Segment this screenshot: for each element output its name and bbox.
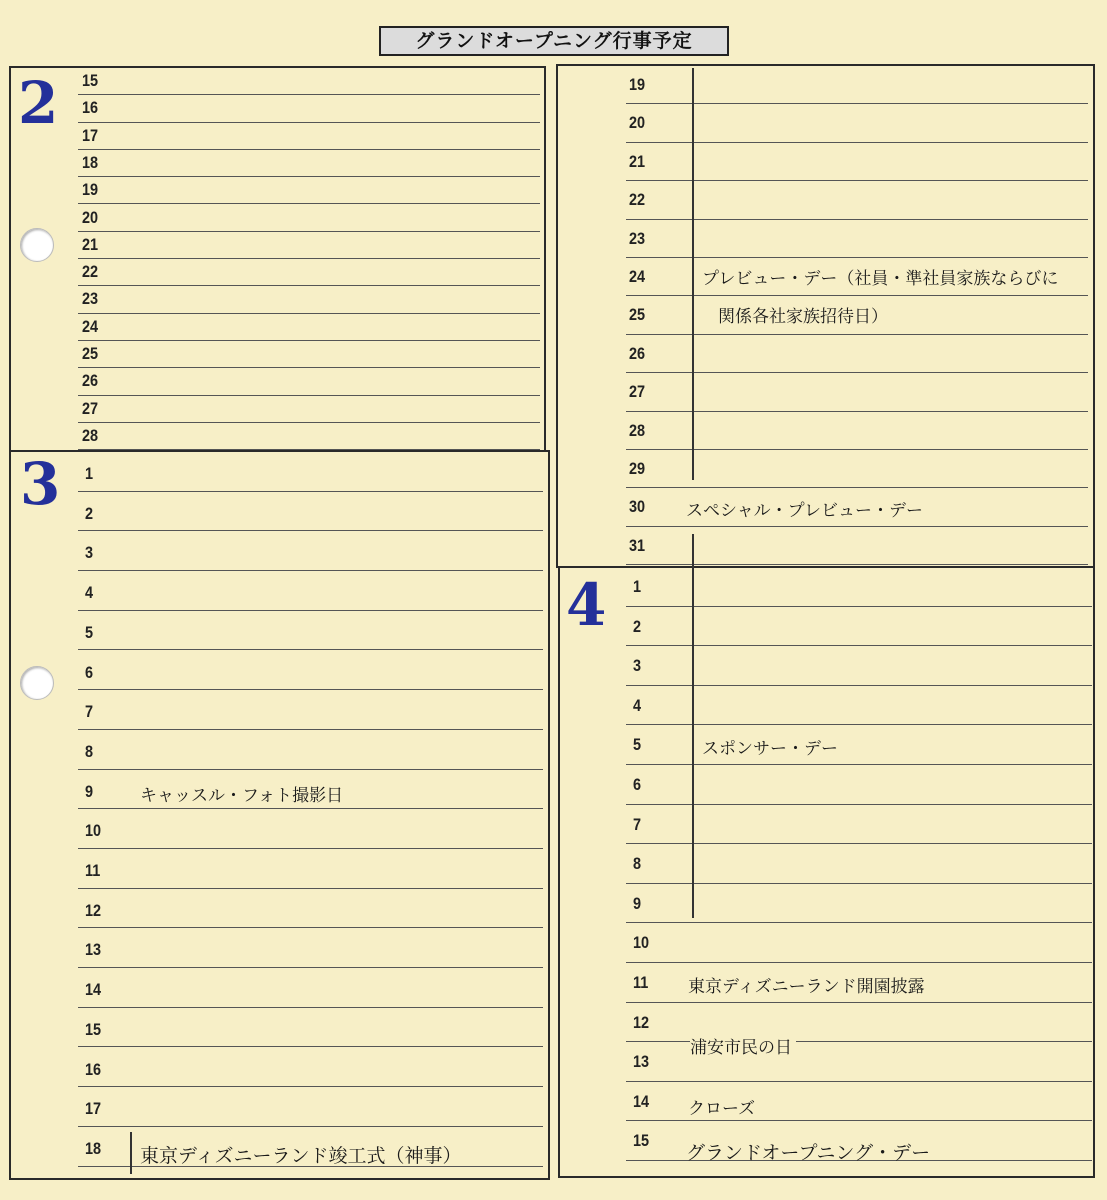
day-row xyxy=(78,531,543,571)
binder-hole-top xyxy=(20,228,54,262)
day-number: 1 xyxy=(85,464,94,483)
day-number: 29 xyxy=(629,459,646,478)
day-number: 14 xyxy=(633,1091,650,1111)
day-number: 24 xyxy=(82,316,99,336)
day-number: 30 xyxy=(629,497,646,517)
day-number: 21 xyxy=(629,151,646,171)
binder-hole-bottom xyxy=(20,666,54,700)
day-row xyxy=(78,232,540,259)
day-row xyxy=(626,607,1092,647)
day-row xyxy=(78,1087,543,1127)
day-row xyxy=(78,928,543,968)
day-number: 15 xyxy=(85,1019,102,1039)
day-row xyxy=(78,423,540,450)
day-number: 3 xyxy=(85,543,94,563)
day-row xyxy=(78,968,543,1008)
day-number: 26 xyxy=(82,371,99,391)
day-row xyxy=(78,259,540,286)
event-urayasu-day: 浦安市民の日 xyxy=(690,1033,796,1058)
day-number: 5 xyxy=(85,622,94,642)
day-row xyxy=(78,849,543,889)
day-row xyxy=(78,611,543,651)
day-row xyxy=(626,373,1088,411)
day-row xyxy=(78,651,543,691)
day-number: 15 xyxy=(82,71,99,90)
day-row xyxy=(626,66,1088,104)
day-number: 9 xyxy=(633,893,642,913)
day-number: 1 xyxy=(633,577,642,596)
day-number: 22 xyxy=(82,262,99,282)
groundbreaking-bracket-line xyxy=(130,1132,132,1174)
day-number: 11 xyxy=(85,861,101,880)
day-row xyxy=(626,923,1092,963)
day-row xyxy=(78,571,543,611)
day-row xyxy=(78,314,540,341)
month-april-label: 4 xyxy=(566,571,607,639)
day-number: 11 xyxy=(633,973,649,992)
day-row xyxy=(78,809,543,849)
day-row xyxy=(78,492,543,532)
day-number: 2 xyxy=(85,503,94,523)
event-special-preview: スペシャル・プレビュー・デー xyxy=(686,501,923,521)
day-number: 12 xyxy=(633,1012,650,1032)
day-row xyxy=(626,335,1088,373)
day-row xyxy=(78,150,540,177)
day-row xyxy=(78,690,543,730)
day-number: 22 xyxy=(629,190,646,210)
day-row xyxy=(78,1048,543,1088)
day-number: 9 xyxy=(85,781,94,801)
day-number: 18 xyxy=(85,1138,102,1158)
day-number: 12 xyxy=(85,900,102,920)
day-number: 8 xyxy=(633,854,642,874)
day-number: 26 xyxy=(629,343,646,363)
day-number: 27 xyxy=(629,382,646,402)
day-row xyxy=(626,104,1088,142)
day-row xyxy=(78,205,540,232)
day-number: 4 xyxy=(85,583,94,603)
day-number: 28 xyxy=(629,420,646,440)
sponsor-bracket-line xyxy=(692,534,694,918)
day-row xyxy=(78,396,540,423)
day-number: 20 xyxy=(82,207,99,227)
event-sponsor: スポンサー・デー xyxy=(702,739,838,759)
day-row xyxy=(78,730,543,770)
day-number: 15 xyxy=(633,1131,650,1151)
day-number: 19 xyxy=(629,75,646,94)
day-row xyxy=(626,143,1088,181)
day-number: 28 xyxy=(82,425,99,445)
day-row xyxy=(626,527,1088,565)
month-march-label: 3 xyxy=(20,450,61,518)
day-number: 13 xyxy=(633,1052,650,1072)
event-preview-line1: プレビュー・デー（社員・準社員家族ならびに xyxy=(702,269,1059,289)
page-title: グランドオープニング行事予定 xyxy=(379,26,729,56)
day-number: 14 xyxy=(85,980,102,1000)
event-grand-opening: グランドオープニング・デー xyxy=(686,1142,931,1164)
day-number: 7 xyxy=(85,702,94,722)
day-number: 13 xyxy=(85,940,102,960)
day-number: 27 xyxy=(82,398,99,418)
day-number: 31 xyxy=(629,535,646,555)
event-castle-photo: キャッスル・フォト撮影日 xyxy=(140,786,344,806)
day-row xyxy=(78,889,543,929)
day-row xyxy=(78,68,540,95)
day-row xyxy=(626,805,1092,845)
day-row xyxy=(78,368,540,395)
day-row xyxy=(626,725,1092,765)
day-number: 4 xyxy=(633,695,642,715)
day-number: 23 xyxy=(82,289,99,309)
day-number: 6 xyxy=(633,775,642,794)
day-row xyxy=(626,412,1088,450)
day-row xyxy=(626,686,1092,726)
event-preview-line2: 関係各社家族招待日） xyxy=(718,307,888,327)
day-number: 3 xyxy=(633,656,642,676)
day-row xyxy=(626,450,1088,488)
day-number: 7 xyxy=(633,814,642,834)
day-number: 16 xyxy=(82,98,99,118)
day-row xyxy=(78,452,543,492)
day-number: 10 xyxy=(633,933,650,953)
day-row xyxy=(78,123,540,150)
day-number: 17 xyxy=(82,125,99,145)
preview-bracket-line xyxy=(692,68,694,480)
event-closed: クローズ xyxy=(688,1099,756,1119)
day-row xyxy=(626,844,1092,884)
event-park-unveiling: 東京ディズニーランド開園披露 xyxy=(688,977,925,997)
day-number: 25 xyxy=(629,305,646,325)
day-row xyxy=(626,181,1088,219)
day-row xyxy=(626,646,1092,686)
day-number: 16 xyxy=(85,1059,102,1079)
day-row xyxy=(78,286,540,313)
day-row xyxy=(78,177,540,204)
day-row xyxy=(626,884,1092,924)
day-number: 17 xyxy=(85,1099,102,1119)
day-row xyxy=(78,95,540,122)
day-number: 2 xyxy=(633,616,642,636)
day-number: 5 xyxy=(633,735,642,755)
day-row xyxy=(78,1008,543,1048)
day-number: 19 xyxy=(82,180,99,200)
month-february-label: 2 xyxy=(18,69,59,137)
day-number: 25 xyxy=(82,344,99,363)
day-number: 24 xyxy=(629,267,646,286)
day-row xyxy=(626,765,1092,805)
day-row xyxy=(78,341,540,368)
day-number: 6 xyxy=(85,662,94,682)
day-row xyxy=(626,567,1092,607)
day-number: 18 xyxy=(82,152,99,172)
day-number: 10 xyxy=(85,821,102,841)
day-number: 8 xyxy=(85,741,94,761)
day-number: 20 xyxy=(629,113,646,133)
day-number: 21 xyxy=(82,234,99,254)
day-number: 23 xyxy=(629,228,646,248)
day-row xyxy=(626,220,1088,258)
event-groundbreaking: 東京ディズニーランド竣工式（神事） xyxy=(140,1145,462,1167)
